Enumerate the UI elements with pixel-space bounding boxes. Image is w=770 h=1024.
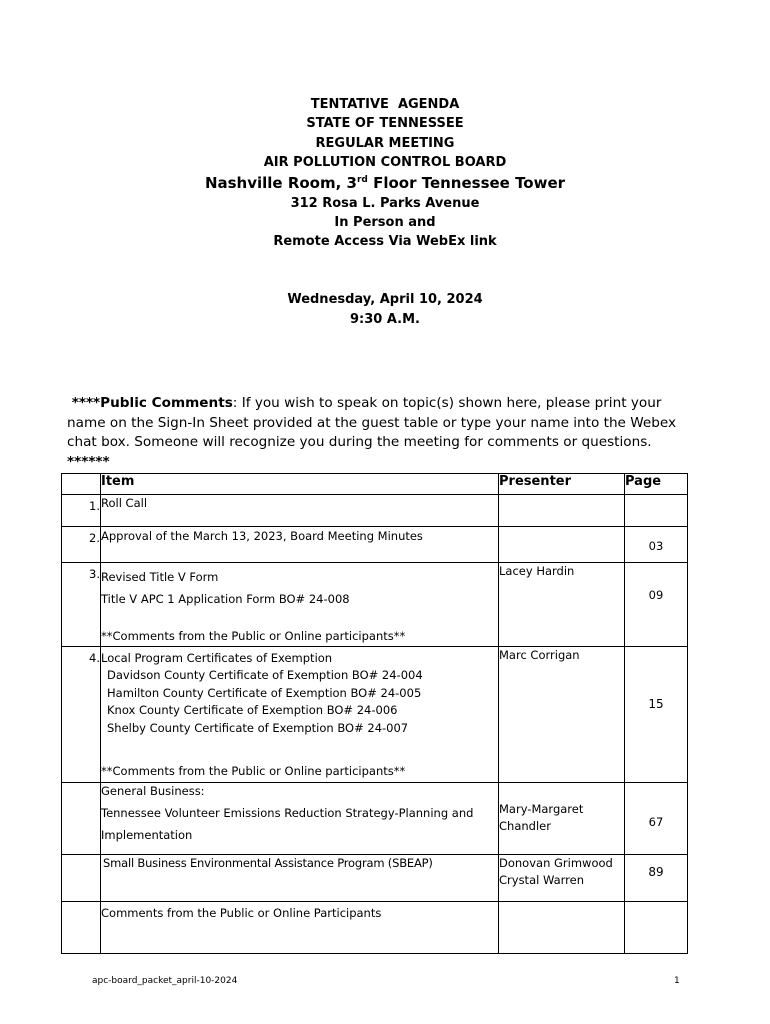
item-line: Local Program Certificates of Exemption <box>101 650 333 665</box>
agenda-row <box>62 854 688 901</box>
header-presenter: Presenter <box>499 474 625 495</box>
header-number <box>62 474 101 495</box>
item-line: Davidson County Certificate of Exemption BO# 24-004 <box>107 668 423 682</box>
item-line: Comments from the Public or Online Participants <box>101 905 382 920</box>
item-page <box>625 527 688 563</box>
agenda-row <box>62 563 688 647</box>
room-floor: Floor Tennessee Tower <box>367 173 566 192</box>
item-presenter <box>499 527 625 563</box>
item-number-text: 1. <box>89 499 100 513</box>
agenda-row <box>62 782 688 854</box>
item-line: Knox County Certificate of Exemption BO# 24-006 <box>107 703 398 717</box>
meeting-datetime <box>0 290 770 330</box>
presenter-name: Chandler <box>499 819 551 833</box>
item-presenter <box>499 495 625 527</box>
item-page-number: 15 <box>648 696 664 711</box>
public-comments-label: Public Comments <box>100 395 233 411</box>
meeting-room <box>0 173 770 194</box>
agenda-row <box>62 527 688 563</box>
item-line: Shelby County Certificate of Exemption BO# 24-007 <box>107 720 409 735</box>
item-line: General Business: <box>101 783 205 798</box>
item-number <box>62 527 101 563</box>
item-presenter <box>499 854 625 901</box>
item-number <box>62 782 101 854</box>
agenda-header <box>0 95 770 252</box>
item-presenter <box>499 646 625 782</box>
item-line: Approval of the March 13, 2023, Board Meeting Minutes <box>101 529 423 543</box>
item-description <box>101 901 499 953</box>
item-line: Title V APC 1 Application Form BO# 24-008 <box>101 592 350 606</box>
header-page: Page <box>625 474 688 495</box>
room-name: Nashville Room, 3 <box>204 173 357 192</box>
remote-access-note: Remote Access Via WebEx link <box>273 234 497 250</box>
item-line: Tennessee Volunteer Emissions Reduction Strategy-Planning and Implementation <box>101 806 474 842</box>
item-page <box>625 495 688 527</box>
item-presenter <box>499 782 625 854</box>
item-page <box>625 854 688 901</box>
meeting-address: 312 Rosa L. Parks Avenue <box>290 195 480 211</box>
item-number <box>62 646 101 782</box>
item-page <box>625 782 688 854</box>
item-page <box>625 563 688 647</box>
item-number <box>62 901 101 953</box>
item-page <box>625 901 688 953</box>
item-description <box>101 854 499 901</box>
item-line: Revised Title V Form <box>101 570 219 584</box>
item-number-text: 3. <box>89 567 100 581</box>
footer-filename: apc-board_packet_april-10-2024 <box>92 976 238 986</box>
item-line: Hamilton County Certificate of Exemption BO# 24-005 <box>107 685 422 700</box>
title-meeting-type: REGULAR MEETING <box>315 135 455 151</box>
header-item: Item <box>101 474 499 495</box>
item-description <box>101 646 499 782</box>
item-description <box>101 563 499 647</box>
item-page-number: 67 <box>648 814 664 829</box>
presenter-name: Donovan Grimwood <box>499 855 613 870</box>
item-page-number: 89 <box>648 864 664 879</box>
title-board: AIR POLLUTION CONTROL BOARD <box>263 155 507 171</box>
public-comments-suffix: ****** <box>67 453 110 470</box>
agenda-row <box>62 901 688 953</box>
public-comments-prefix: **** <box>67 395 101 411</box>
title-tentative-agenda: TENTATIVE AGENDA <box>310 97 460 112</box>
item-number <box>62 495 101 527</box>
item-presenter <box>499 901 625 953</box>
item-presenter <box>499 563 625 647</box>
meeting-time: 9:30 A.M. <box>350 312 420 327</box>
item-page-number: 09 <box>648 588 664 602</box>
item-page-number: 03 <box>648 539 664 553</box>
item-number-text: 4. <box>89 650 100 665</box>
agenda-header-row <box>62 474 688 495</box>
public-comments-text: : If you wish to speak on topic(s) shown here, please print your name on the Sign-In Sheet provided at the guest table or type your name into the Webex chat box. Someone will recognize you during the meeting for comments or questions. <box>67 395 677 450</box>
room-ordinal: rd <box>356 174 368 185</box>
presenter-name: Crystal Warren <box>499 873 585 887</box>
presenter-name: Marc Corrigan <box>499 647 580 662</box>
item-description <box>101 527 499 563</box>
item-page <box>625 646 688 782</box>
presenter-name: Mary-Margaret <box>499 801 584 816</box>
presenter-name: Lacey Hardin <box>499 564 575 578</box>
footer-page-number: 1 <box>674 976 680 986</box>
item-number-text: 2. <box>89 531 100 545</box>
meeting-date: Wednesday, April 10, 2024 <box>287 292 483 307</box>
item-line: Small Business Environmental Assistance Program (SBEAP) <box>103 855 433 870</box>
agenda-table <box>61 473 688 954</box>
item-number <box>62 854 101 901</box>
public-comments-notice <box>67 394 697 472</box>
item-description <box>101 782 499 854</box>
agenda-row <box>62 495 688 527</box>
item-description <box>101 495 499 527</box>
item-number <box>62 563 101 647</box>
title-state: STATE OF TENNESSEE <box>306 116 464 132</box>
item-line: **Comments from the Public or Online participants** <box>101 629 406 643</box>
in-person-note: In Person and <box>334 215 436 231</box>
agenda-row <box>62 646 688 782</box>
item-line: **Comments from the Public or Online participants** <box>101 764 406 778</box>
item-line: Roll Call <box>101 496 148 510</box>
